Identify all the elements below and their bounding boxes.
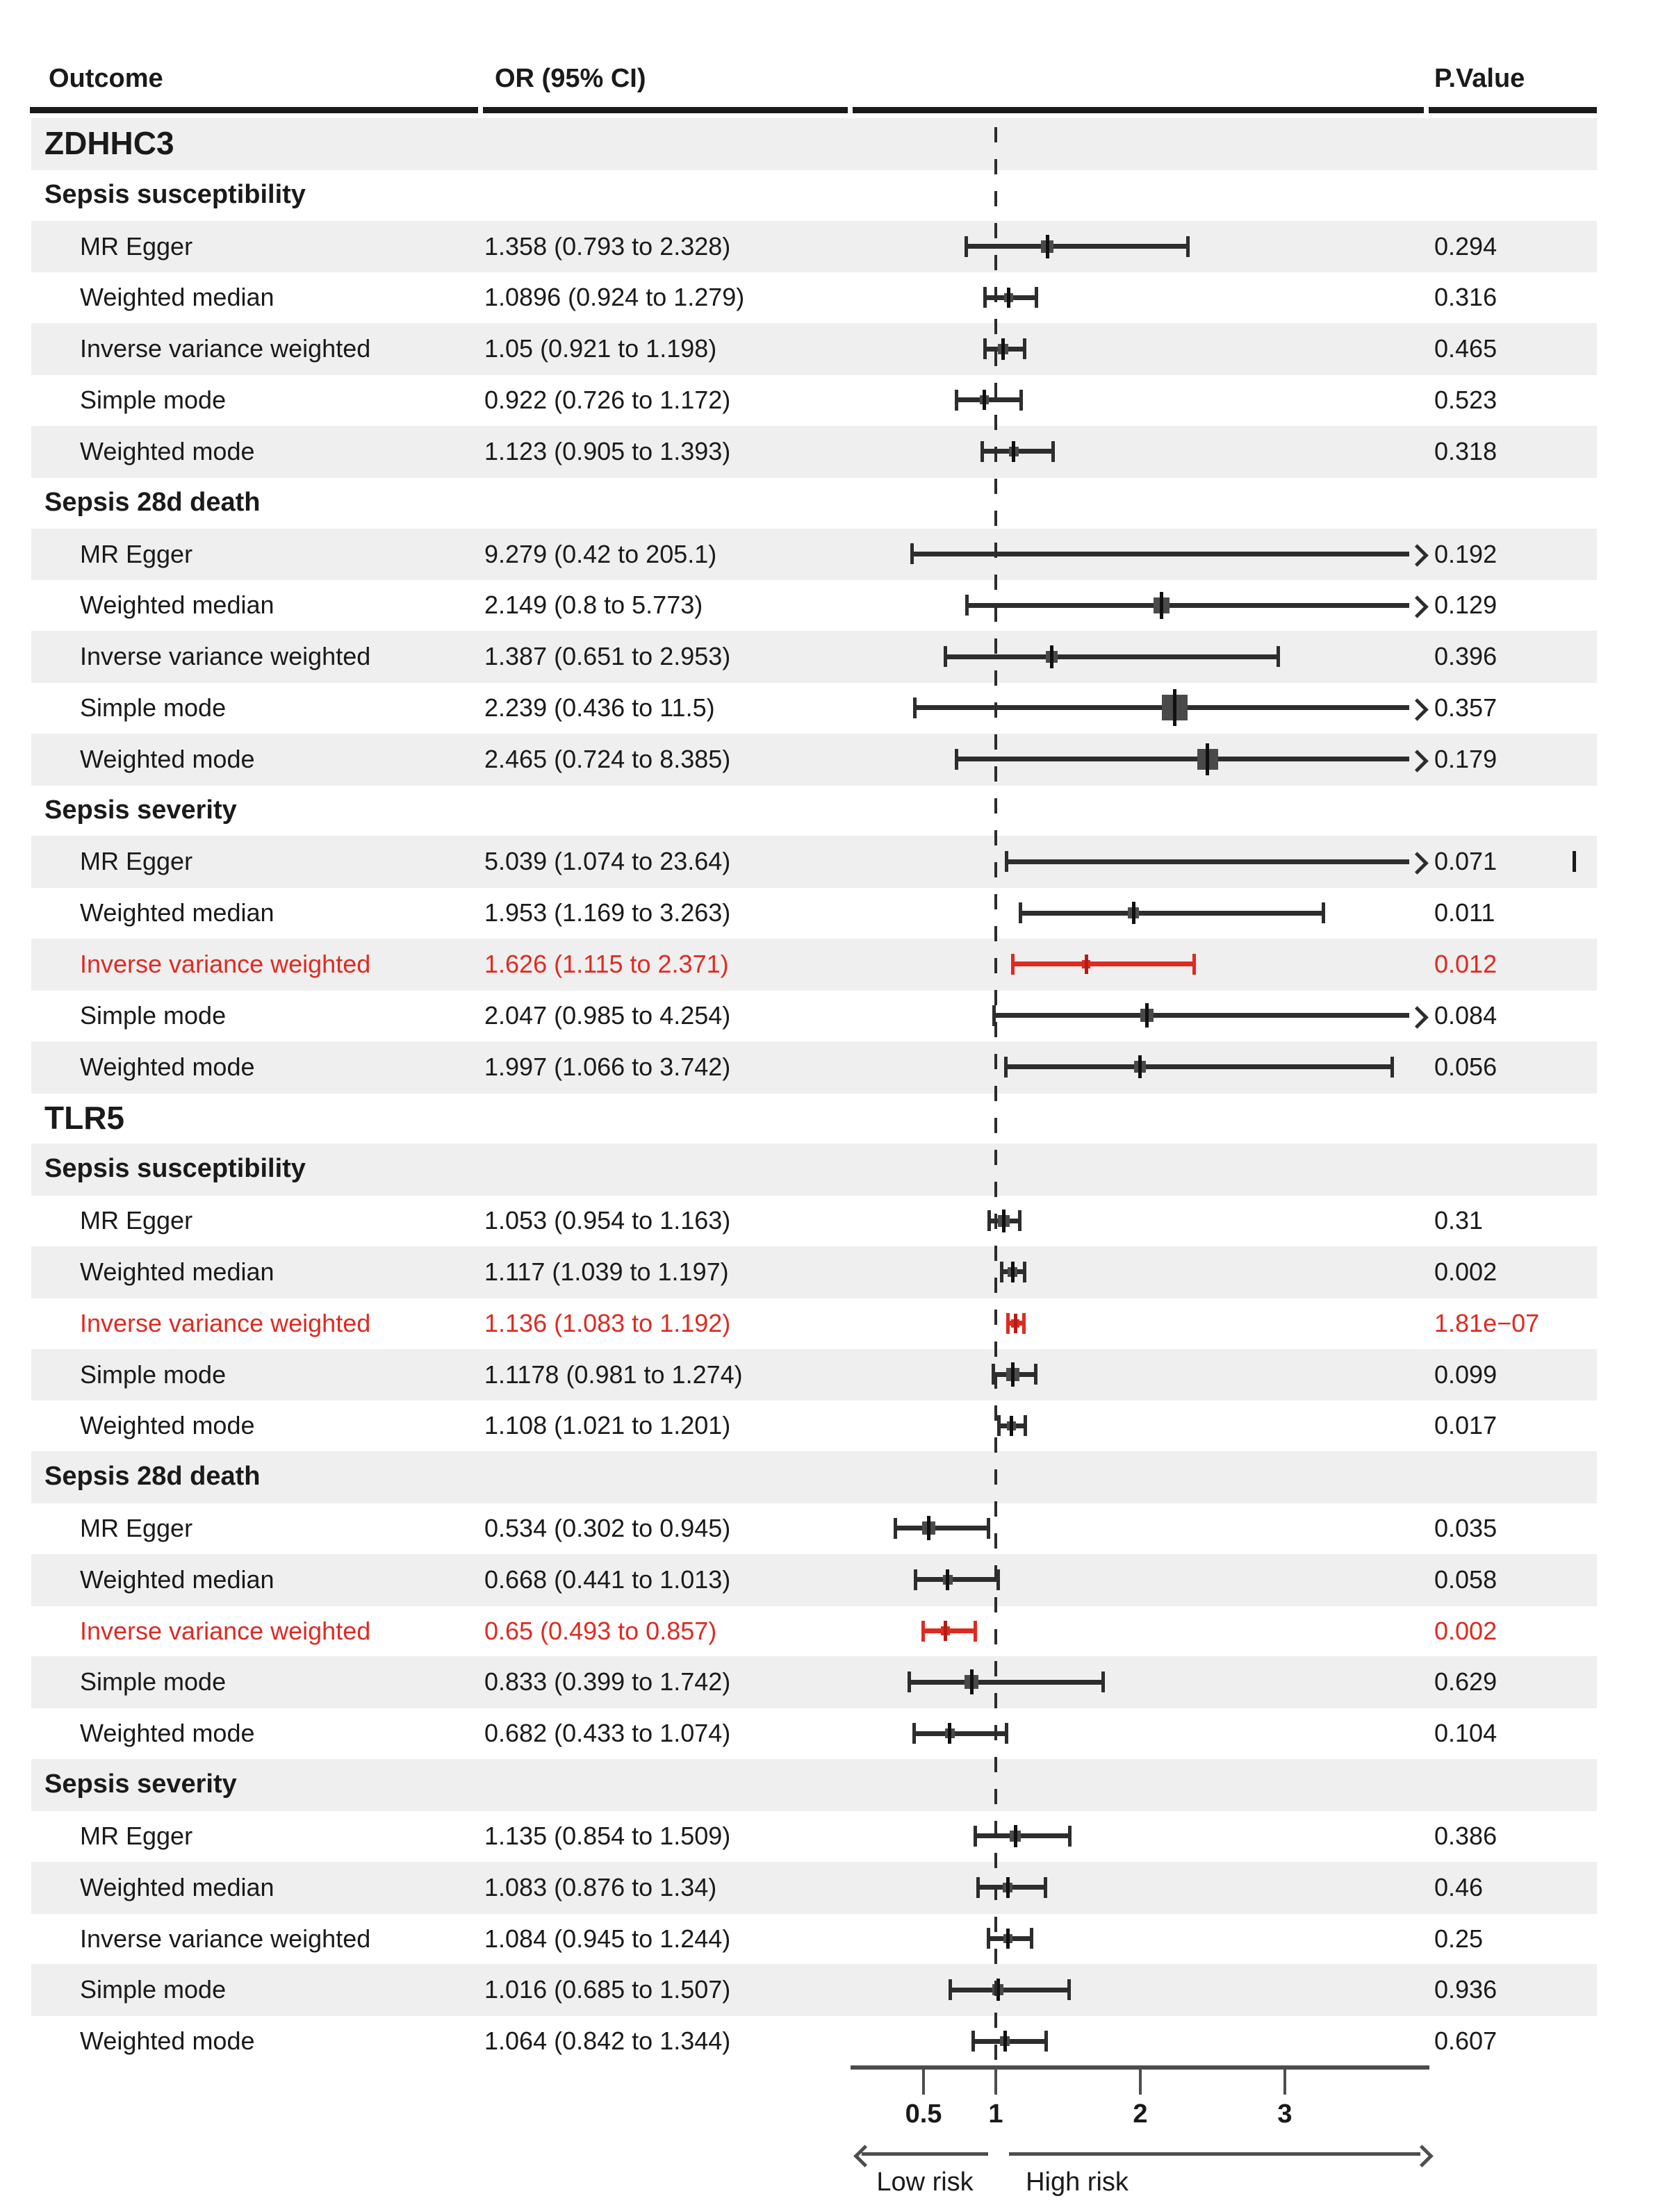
point-estimate-tick [1011, 1262, 1015, 1282]
table-row [0, 1862, 1674, 1913]
table-row [0, 1656, 1674, 1708]
ci-cap-left [1006, 1313, 1010, 1334]
x-axis-tick-label: 0.5 [905, 2099, 942, 2129]
method-label: Weighted mode [80, 744, 255, 773]
or-ci-value: 2.465 (0.724 to 8.385) [484, 744, 731, 773]
point-estimate-tick [1006, 1877, 1010, 1898]
point-estimate-tick [1001, 338, 1005, 360]
or-ci-value: 1.108 (1.021 to 1.201) [484, 1411, 731, 1440]
stray-tick-mark [1573, 851, 1576, 872]
method-label: Weighted mode [80, 1719, 255, 1748]
ci-cap-left [914, 1569, 917, 1590]
p-value: 0.056 [1434, 1052, 1497, 1081]
point-estimate-tick [1007, 288, 1010, 308]
ci-cap-left [971, 2031, 975, 2052]
p-value: 0.386 [1434, 1821, 1497, 1850]
or-ci-value: 1.084 (0.945 to 1.244) [484, 1924, 731, 1953]
table-row [0, 631, 1674, 682]
left-arrow-icon [853, 2145, 876, 2168]
method-label: Inverse variance weighted [80, 1924, 371, 1953]
row-stripe [31, 426, 1597, 478]
or-ci-value: 1.953 (1.169 to 3.263) [484, 898, 731, 927]
or-ci-value: 1.997 (1.066 to 3.742) [484, 1052, 731, 1081]
method-label: Weighted mode [80, 1411, 255, 1440]
point-estimate-tick [1014, 1825, 1017, 1847]
or-ci-value: 1.117 (1.039 to 1.197) [484, 1257, 729, 1286]
ci-cap-left [1004, 1057, 1008, 1078]
table-row [0, 836, 1674, 887]
table-row [0, 1810, 1674, 1862]
ci-cap-right [1390, 1057, 1394, 1078]
right-arrow-icon [1411, 2145, 1434, 2168]
point-estimate-tick [1050, 645, 1053, 668]
point-estimate-tick [1002, 1210, 1006, 1232]
point-estimate-tick [1132, 902, 1135, 924]
table-row [0, 990, 1674, 1041]
outcome-section-header: Sepsis susceptibility [44, 179, 306, 209]
row-stripe [31, 1964, 1597, 2016]
or-ci-value: 0.534 (0.302 to 0.945) [484, 1514, 731, 1543]
or-ci-value: 1.123 (0.905 to 1.393) [484, 436, 731, 465]
point-estimate-tick [1206, 743, 1209, 775]
p-value: 0.104 [1434, 1719, 1497, 1748]
table-row [0, 1708, 1674, 1759]
high-risk-arrow-line [1009, 2152, 1420, 2156]
method-label: Weighted median [80, 898, 274, 927]
method-label: MR Egger [80, 847, 193, 876]
ci-line [994, 1013, 1409, 1018]
table-row [0, 887, 1674, 939]
p-value: 0.318 [1434, 436, 1497, 465]
ci-cap-right [1018, 1210, 1021, 1231]
table-row [0, 1093, 1674, 1144]
or-ci-value: 0.922 (0.726 to 1.172) [484, 386, 731, 415]
column-header-outcome: Outcome [49, 64, 163, 93]
or-ci-value: 0.682 (0.433 to 1.074) [484, 1719, 731, 1748]
method-label: Inverse variance weighted [80, 334, 371, 363]
point-estimate-tick [970, 1669, 974, 1694]
method-label: Weighted median [80, 1565, 274, 1594]
table-row [0, 1298, 1674, 1349]
outcome-section-header: Sepsis 28d death [44, 1462, 261, 1492]
or-ci-value: 2.149 (0.8 to 5.773) [484, 591, 703, 620]
point-estimate-tick [983, 390, 986, 410]
ci-cap-left [955, 390, 958, 411]
p-value: 0.179 [1434, 744, 1497, 773]
method-label: Weighted median [80, 591, 274, 620]
header-rule-segment [483, 107, 848, 113]
table-row [0, 1195, 1674, 1246]
ci-cap-left [965, 595, 969, 616]
table-row [0, 1759, 1674, 1810]
ci-cap-right [987, 1518, 990, 1539]
p-value: 0.099 [1434, 1360, 1497, 1389]
ci-cap-right [1005, 1723, 1008, 1744]
table-row [0, 1503, 1674, 1554]
ci-line [1006, 859, 1409, 864]
or-ci-value: 0.668 (0.441 to 1.013) [484, 1565, 731, 1594]
ci-cap-left [1011, 954, 1015, 975]
ci-cap-left [944, 646, 947, 667]
point-estimate-tick [946, 1569, 949, 1590]
p-value: 0.058 [1434, 1565, 1497, 1594]
ci-cap-left [976, 1877, 980, 1898]
ci-line [1012, 961, 1194, 966]
or-ci-value: 1.1178 (0.981 to 1.274) [484, 1360, 743, 1389]
ci-cap-right [1023, 1262, 1026, 1282]
or-ci-value: 1.083 (0.876 to 1.34) [484, 1872, 717, 1901]
table-row [0, 2015, 1674, 2067]
arrow-head-icon [1406, 698, 1429, 721]
ci-cap-left [908, 1672, 911, 1692]
x-axis-tick-label: 1 [988, 2099, 1003, 2129]
x-axis-tick [994, 2065, 997, 2095]
ci-cap-right [1051, 441, 1055, 462]
ci-cap-right [1101, 1672, 1105, 1692]
ci-cap-right [1068, 1826, 1072, 1847]
point-estimate-tick [927, 1516, 930, 1540]
ci-cap-left [997, 1415, 1001, 1436]
outcome-section-header: Sepsis severity [44, 795, 237, 825]
p-value: 0.46 [1434, 1872, 1484, 1901]
or-ci-value: 1.016 (0.685 to 1.507) [484, 1975, 731, 2004]
ci-line [1006, 1064, 1393, 1069]
point-estimate-tick [1046, 235, 1049, 258]
or-ci-value: 0.65 (0.493 to 0.857) [484, 1616, 717, 1645]
gene-header: ZDHHC3 [44, 125, 174, 161]
method-label: Weighted mode [80, 1052, 255, 1081]
ci-cap-left [921, 1621, 925, 1642]
table-row [0, 170, 1674, 221]
point-estimate-tick [1010, 1416, 1013, 1436]
ci-cap-left [987, 1928, 990, 1949]
row-stripe [31, 1451, 1597, 1503]
p-value: 0.936 [1434, 1975, 1497, 2004]
ci-line [912, 552, 1409, 556]
table-row [0, 1144, 1674, 1195]
or-ci-value: 1.05 (0.921 to 1.198) [484, 334, 717, 363]
ci-cap-right [1192, 954, 1196, 975]
row-stripe [31, 1349, 1597, 1401]
x-axis-tick [922, 2065, 925, 2095]
arrow-head-icon [1406, 595, 1429, 618]
p-value: 0.357 [1434, 693, 1497, 722]
p-value: 0.316 [1434, 283, 1497, 312]
table-row [0, 1554, 1674, 1606]
low-risk-label: Low risk [876, 2168, 974, 2197]
ci-cap-left [949, 1979, 952, 2000]
method-label: Weighted median [80, 1257, 274, 1286]
ci-cap-right [1034, 1364, 1037, 1385]
ci-cap-left [965, 236, 968, 257]
row-stripe [31, 1656, 1597, 1708]
ci-cap-right [974, 1621, 977, 1642]
method-label: Inverse variance weighted [80, 642, 371, 671]
ci-line [966, 244, 1188, 249]
p-value: 0.396 [1434, 642, 1497, 671]
ci-line [915, 1577, 998, 1582]
ci-cap-right [1044, 1877, 1047, 1898]
outcome-section-header: Sepsis 28d death [44, 487, 261, 517]
ci-cap-left [983, 287, 987, 308]
or-ci-value: 5.039 (1.074 to 23.64) [484, 847, 731, 876]
point-estimate-tick [1138, 1055, 1142, 1078]
p-value: 0.31 [1434, 1206, 1484, 1235]
p-value: 0.129 [1434, 591, 1497, 620]
row-stripe [31, 1759, 1597, 1811]
ci-cap-left [1000, 1262, 1003, 1282]
method-label: Simple mode [80, 386, 227, 415]
or-ci-value: 2.047 (0.985 to 4.254) [484, 1000, 731, 1030]
table-row [0, 682, 1674, 734]
reference-line-or-1 [994, 127, 997, 2067]
table-row [0, 477, 1674, 529]
ci-line [956, 757, 1409, 761]
p-value: 0.035 [1434, 1514, 1497, 1543]
method-label: Simple mode [80, 693, 227, 722]
ci-cap-right [1023, 338, 1026, 359]
ci-line [895, 1526, 988, 1530]
ci-cap-left [894, 1518, 897, 1539]
p-value: 0.294 [1434, 231, 1497, 261]
p-value: 0.002 [1434, 1257, 1497, 1286]
method-label: MR Egger [80, 1514, 193, 1543]
p-value: 0.25 [1434, 1924, 1484, 1953]
point-estimate-tick [944, 1621, 947, 1641]
table-row [0, 1246, 1674, 1298]
outcome-section-header: Sepsis susceptibility [44, 1154, 306, 1184]
ci-cap-left [912, 1723, 916, 1744]
p-value: 0.017 [1434, 1411, 1497, 1440]
or-ci-value: 2.239 (0.436 to 11.5) [484, 693, 715, 722]
method-label: Inverse variance weighted [80, 950, 371, 979]
point-estimate-tick [1003, 2031, 1007, 2052]
or-ci-value: 1.064 (0.842 to 1.344) [484, 2027, 731, 2056]
ci-cap-right [1022, 1313, 1026, 1334]
ci-cap-left [1005, 851, 1008, 872]
point-estimate-tick [1006, 1929, 1010, 1949]
row-stripe [31, 118, 1597, 170]
p-value: 0.523 [1434, 386, 1497, 415]
table-row [0, 1913, 1674, 1965]
point-estimate-tick [1012, 441, 1015, 462]
arrow-head-icon [1406, 1006, 1429, 1029]
header-rule-segment [853, 107, 1424, 113]
header-rule-segment [1429, 107, 1597, 113]
ci-line [950, 1988, 1069, 1992]
or-ci-value: 9.279 (0.42 to 205.1) [484, 539, 717, 568]
p-value: 0.002 [1434, 1616, 1497, 1645]
or-ci-value: 1.135 (0.854 to 1.509) [484, 1821, 731, 1850]
p-value: 0.071 [1434, 847, 1497, 876]
ci-line [967, 603, 1409, 608]
x-axis-tick-label: 3 [1277, 2099, 1293, 2129]
table-row [0, 529, 1674, 580]
point-estimate-tick [1173, 689, 1176, 726]
table-row [0, 1349, 1674, 1401]
or-ci-value: 1.053 (0.954 to 1.163) [484, 1206, 731, 1235]
method-label: MR Egger [80, 231, 193, 261]
or-ci-value: 1.136 (1.083 to 1.192) [484, 1308, 731, 1337]
table-row [0, 118, 1674, 170]
point-estimate-tick [1011, 1362, 1015, 1387]
ci-cap-right [1019, 390, 1023, 411]
method-label: Weighted mode [80, 436, 255, 465]
ci-cap-right [1035, 287, 1038, 308]
ci-cap-left [910, 543, 914, 564]
ci-cap-left [974, 1826, 977, 1847]
or-ci-value: 1.358 (0.793 to 2.328) [484, 231, 731, 261]
method-label: Simple mode [80, 1360, 227, 1389]
or-ci-value: 1.387 (0.651 to 2.953) [484, 642, 731, 671]
method-label: Weighted mode [80, 2027, 255, 2056]
table-row [0, 734, 1674, 785]
ci-line [909, 1680, 1103, 1685]
ci-cap-left [955, 749, 958, 770]
ci-cap-right [1186, 236, 1190, 257]
ci-cap-right [1277, 646, 1280, 667]
table-row [0, 272, 1674, 323]
p-value: 0.012 [1434, 950, 1497, 979]
x-axis-tick [1139, 2065, 1142, 2095]
method-label: MR Egger [80, 1821, 193, 1850]
method-label: MR Egger [80, 1206, 193, 1235]
column-header-pvalue: P.Value [1434, 64, 1525, 93]
method-label: Weighted median [80, 1872, 274, 1901]
table-row [0, 374, 1674, 426]
p-value: 0.607 [1434, 2027, 1497, 2056]
ci-cap-left [983, 338, 987, 359]
gene-header: TLR5 [44, 1099, 124, 1136]
p-value: 0.084 [1434, 1000, 1497, 1030]
header-rule-segment [30, 107, 478, 113]
high-risk-label: High risk [1026, 2168, 1129, 2197]
ci-cap-right [1030, 1928, 1033, 1949]
p-value: 0.011 [1434, 898, 1495, 927]
table-row [0, 1400, 1674, 1451]
p-value: 0.192 [1434, 539, 1497, 568]
point-estimate-tick [1014, 1314, 1017, 1333]
or-ci-value: 1.626 (1.115 to 2.371) [484, 950, 729, 979]
ci-cap-right [1322, 902, 1325, 923]
x-axis-tick-label: 2 [1133, 2099, 1148, 2129]
table-row [0, 579, 1674, 631]
table-row [0, 1451, 1674, 1503]
ci-cap-right [1044, 2031, 1048, 2052]
table-row [0, 221, 1674, 272]
x-axis-tick [1283, 2065, 1286, 2095]
method-label: Simple mode [80, 1000, 227, 1030]
method-label: Inverse variance weighted [80, 1616, 371, 1645]
method-label: Simple mode [80, 1667, 227, 1697]
ci-cap-right [1024, 1415, 1027, 1436]
table-row [0, 426, 1674, 477]
table-row [0, 785, 1674, 836]
row-stripe [31, 221, 1597, 273]
outcome-section-header: Sepsis severity [44, 1769, 237, 1799]
table-row [0, 939, 1674, 990]
table-row [0, 1041, 1674, 1093]
table-row [0, 1606, 1674, 1657]
ci-cap-left [987, 1210, 991, 1231]
low-risk-arrow-line [862, 2152, 988, 2156]
ci-line [975, 1833, 1069, 1838]
p-value: 0.465 [1434, 334, 1497, 363]
method-label: Weighted median [80, 283, 274, 312]
table-row [0, 1964, 1674, 2015]
ci-cap-left [1019, 902, 1022, 923]
point-estimate-tick [1145, 1003, 1149, 1027]
ci-line [1020, 911, 1323, 916]
p-value: 1.81e−07 [1434, 1308, 1540, 1337]
point-estimate-tick [1160, 592, 1163, 619]
table-row [0, 323, 1674, 374]
ci-line [914, 1731, 1006, 1736]
or-ci-value: 1.0896 (0.924 to 1.279) [484, 283, 745, 312]
p-value: 0.629 [1434, 1667, 1497, 1697]
point-estimate-tick [1085, 955, 1088, 974]
point-estimate-tick [948, 1723, 951, 1744]
ci-cap-right [1067, 1979, 1071, 2000]
method-label: MR Egger [80, 539, 193, 568]
method-label: Simple mode [80, 1975, 227, 2004]
ci-cap-left [980, 441, 984, 462]
ci-cap-left [913, 698, 917, 718]
or-ci-value: 0.833 (0.399 to 1.742) [484, 1667, 731, 1697]
method-label: Inverse variance weighted [80, 1308, 371, 1337]
column-header-or-ci: OR (95% CI) [495, 64, 646, 93]
